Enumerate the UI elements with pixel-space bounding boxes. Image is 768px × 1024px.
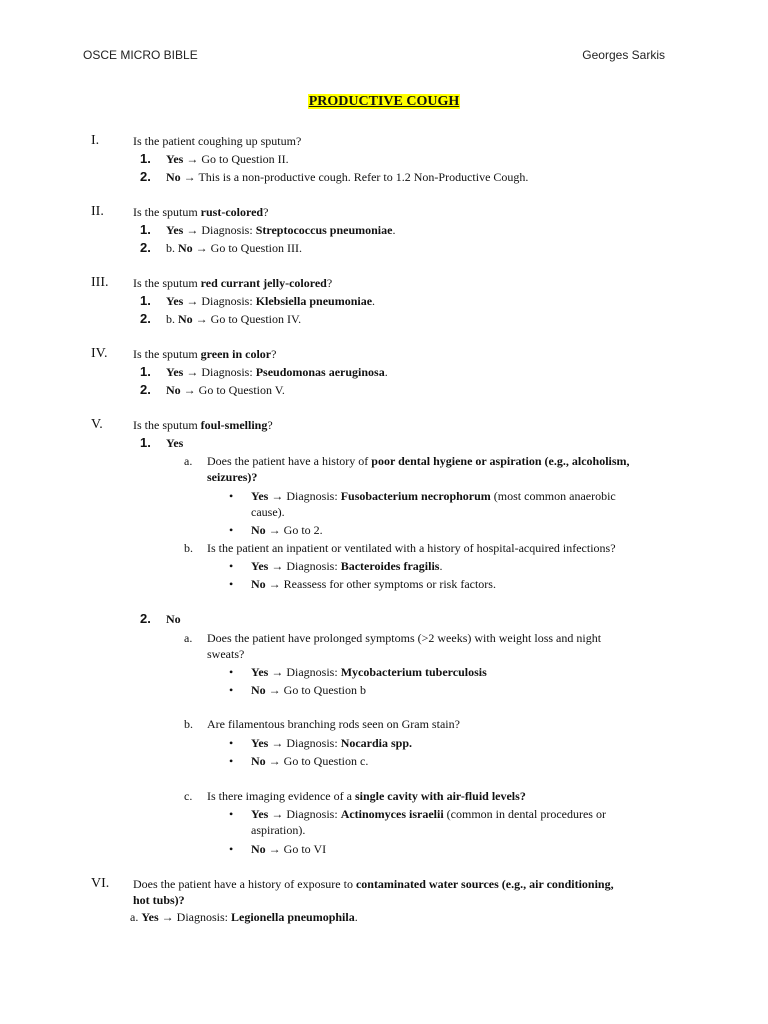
bullet-icon: • [229,842,234,856]
question-numeral-3: III. [91,275,109,290]
sub-question-5-2-b: Are filamentous branching rods seen on Gram stain? [207,717,460,731]
question-3-text: Is the sputum red currant jelly-colored? [133,276,333,290]
answer-5-1-a-yes-cont: cause). [251,505,285,519]
option-4-2: No → Go to Question V. [166,383,285,397]
option-5-2-label: No [166,612,181,626]
bullet-icon: • [229,489,234,503]
answer-5-1-b-no: No → Reassess for other symptoms or risk factors. [251,577,496,591]
bullet-icon: • [229,577,234,591]
sub-question-5-1-b: Is the patient an inpatient or ventilated with a history of hospital-acquired infections? [207,541,616,555]
sub-question-5-2-a-cont: sweats? [207,647,245,661]
answer-5-2-b-yes: Yes → Diagnosis: Nocardia spp. [251,736,413,750]
question-numeral-1: I. [91,133,100,148]
question-2-text: Is the sputum rust-colored? [133,205,269,219]
option-number: 2. [140,382,151,397]
bullet-icon: • [229,559,234,573]
option-5-1-label: Yes [166,436,184,450]
option-2-1: Yes → Diagnosis: Streptococcus pneumoniae. [166,223,396,237]
option-number: 2. [140,311,151,326]
question-numeral-2: II. [91,204,104,219]
option-number: 2. [140,240,151,255]
option-number: 1. [140,293,151,308]
bullet-icon: • [229,523,234,537]
answer-5-2-c-no: No → Go to VI [251,842,327,856]
bullet-icon: • [229,683,234,697]
option-4-1: Yes → Diagnosis: Pseudomonas aeruginosa. [166,365,388,379]
sub-question-5-2-a: Does the patient have prolonged symptoms (>2 weeks) with weight loss and night [207,631,602,645]
bullet-icon: • [229,807,234,821]
option-3-1: Yes → Diagnosis: Klebsiella pneumoniae. [166,294,376,308]
header-right: Georges Sarkis [582,48,665,62]
option-1-2: No → This is a non-productive cough. Refer to 1.2 Non-Productive Cough. [166,170,529,184]
question-5-text: Is the sputum foul-smelling? [133,418,273,432]
answer-6-a: a. Yes → Diagnosis: Legionella pneumophila. [130,910,358,924]
answer-5-1-b-yes: Yes → Diagnosis: Bacteroides fragilis. [251,559,443,573]
sub-letter: a. [184,631,193,645]
question-6-text-cont: hot tubs)? [133,893,185,907]
page-title: PRODUCTIVE COUGH [308,94,460,109]
bullet-icon: • [229,754,234,768]
option-number: 1. [140,222,151,237]
answer-5-2-a-yes: Yes → Diagnosis: Mycobacterium tuberculosis [251,665,487,679]
option-number: 2. [140,169,151,184]
answer-5-1-a-no: No → Go to 2. [251,523,323,537]
answer-5-2-b-no: No → Go to Question c. [251,754,369,768]
option-1-1: Yes → Go to Question II. [166,152,289,166]
option-3-2: b. No → Go to Question IV. [166,312,302,326]
question-4-text: Is the sputum green in color? [133,347,277,361]
answer-5-1-a-yes: Yes → Diagnosis: Fusobacterium necrophorum (most common anaerobic [251,489,616,503]
option-number: 1. [140,151,151,166]
sub-letter: b. [184,717,193,731]
option-number: 1. [140,435,151,450]
sub-letter: c. [184,789,193,803]
sub-letter: b. [184,541,193,555]
sub-letter: a. [184,454,193,468]
sub-question-5-1-a-cont: seizures)? [207,470,258,484]
question-numeral-4: IV. [91,346,108,361]
question-6-text: Does the patient have a history of exposure to contaminated water sources (e.g., air conditioning, [133,877,614,891]
option-number: 2. [140,611,151,626]
sub-question-5-2-c: Is there imaging evidence of a single cavity with air-fluid levels? [207,789,526,803]
sub-question-5-1-a: Does the patient have a history of poor dental hygiene or aspiration (e.g., alcoholism, [207,454,630,468]
bullet-icon: • [229,736,234,750]
option-2-2: b. No → Go to Question III. [166,241,302,255]
bullet-icon: • [229,665,234,679]
answer-5-2-c-yes-cont: aspiration). [251,823,306,837]
question-numeral-5: V. [91,417,103,432]
option-number: 1. [140,364,151,379]
answer-5-2-c-yes: Yes → Diagnosis: Actinomyces israelii (common in dental procedures or [251,807,606,821]
header-left: OSCE MICRO BIBLE [83,48,198,62]
answer-5-2-a-no: No → Go to Question b [251,683,367,697]
question-numeral-6: VI. [91,876,110,891]
question-1-text: Is the patient coughing up sputum? [133,134,302,148]
